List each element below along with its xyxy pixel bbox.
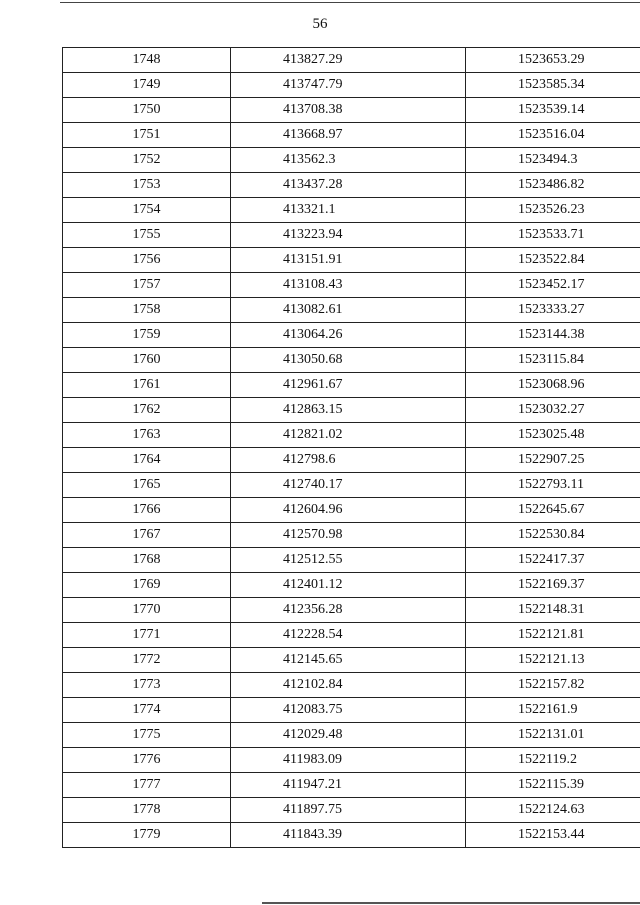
x-coordinate-cell: 412821.02: [231, 423, 466, 448]
table-row: [63, 173, 640, 198]
point-number-cell: 1750: [63, 98, 231, 123]
table-row: [63, 798, 640, 823]
y-coordinate-cell: 1522530.84: [466, 523, 640, 548]
table-row: [63, 773, 640, 798]
table-row: [63, 148, 640, 173]
table-row: [63, 298, 640, 323]
x-coordinate-cell: 412604.96: [231, 498, 466, 523]
y-coordinate-cell: 1522169.37: [466, 573, 640, 598]
x-coordinate-cell: 412102.84: [231, 673, 466, 698]
table-row: [63, 823, 640, 848]
x-coordinate-cell: 412029.48: [231, 723, 466, 748]
x-coordinate-cell: 413668.97: [231, 123, 466, 148]
x-coordinate-cell: 412512.55: [231, 548, 466, 573]
point-number-cell: 1773: [63, 673, 231, 698]
table-row: [63, 273, 640, 298]
y-coordinate-cell: 1522121.13: [466, 648, 640, 673]
point-number-cell: 1770: [63, 598, 231, 623]
y-coordinate-cell: 1523539.14: [466, 98, 640, 123]
y-coordinate-cell: 1522115.39: [466, 773, 640, 798]
point-number-cell: 1774: [63, 698, 231, 723]
point-number-cell: 1775: [63, 723, 231, 748]
x-coordinate-cell: 412083.75: [231, 698, 466, 723]
x-coordinate-cell: 413151.91: [231, 248, 466, 273]
point-number-cell: 1749: [63, 73, 231, 98]
table-row: [63, 648, 640, 673]
point-number-cell: 1761: [63, 373, 231, 398]
table-row: [63, 248, 640, 273]
x-coordinate-cell: 413050.68: [231, 348, 466, 373]
point-number-cell: 1768: [63, 548, 231, 573]
point-number-cell: 1778: [63, 798, 231, 823]
x-coordinate-cell: 412798.6: [231, 448, 466, 473]
table-row: [63, 723, 640, 748]
point-number-cell: 1755: [63, 223, 231, 248]
table-row: [63, 523, 640, 548]
point-number-cell: 1758: [63, 298, 231, 323]
table-row: [63, 123, 640, 148]
y-coordinate-cell: 1523486.82: [466, 173, 640, 198]
table-row: [63, 98, 640, 123]
table-row: [63, 398, 640, 423]
table-row: [63, 748, 640, 773]
y-coordinate-cell: 1522119.2: [466, 748, 640, 773]
x-coordinate-cell: 413747.79: [231, 73, 466, 98]
x-coordinate-cell: 413082.61: [231, 298, 466, 323]
x-coordinate-cell: 411983.09: [231, 748, 466, 773]
bottom-rule: [262, 902, 640, 904]
table-row: [63, 623, 640, 648]
y-coordinate-cell: 1523452.17: [466, 273, 640, 298]
table-row: [63, 73, 640, 98]
table-row: [63, 423, 640, 448]
y-coordinate-cell: 1523585.34: [466, 73, 640, 98]
x-coordinate-cell: 412961.67: [231, 373, 466, 398]
point-number-cell: 1771: [63, 623, 231, 648]
point-number-cell: 1772: [63, 648, 231, 673]
point-number-cell: 1748: [63, 48, 231, 73]
table-row: [63, 673, 640, 698]
y-coordinate-cell: 1522124.63: [466, 798, 640, 823]
y-coordinate-cell: 1523115.84: [466, 348, 640, 373]
x-coordinate-cell: 412228.54: [231, 623, 466, 648]
point-number-cell: 1779: [63, 823, 231, 848]
y-coordinate-cell: 1522907.25: [466, 448, 640, 473]
point-number-cell: 1764: [63, 448, 231, 473]
table-row: [63, 548, 640, 573]
x-coordinate-cell: 411897.75: [231, 798, 466, 823]
x-coordinate-cell: 412145.65: [231, 648, 466, 673]
y-coordinate-cell: 1522131.01: [466, 723, 640, 748]
point-number-cell: 1752: [63, 148, 231, 173]
table-row: [63, 598, 640, 623]
y-coordinate-cell: 1522161.9: [466, 698, 640, 723]
top-rule: [60, 2, 640, 3]
point-number-cell: 1757: [63, 273, 231, 298]
y-coordinate-cell: 1523025.48: [466, 423, 640, 448]
x-coordinate-cell: 412863.15: [231, 398, 466, 423]
y-coordinate-cell: 1522148.31: [466, 598, 640, 623]
table-body: [63, 48, 640, 848]
point-number-cell: 1760: [63, 348, 231, 373]
coordinates-table: [62, 47, 640, 848]
x-coordinate-cell: 411843.39: [231, 823, 466, 848]
x-coordinate-cell: 413562.3: [231, 148, 466, 173]
table-row: [63, 373, 640, 398]
y-coordinate-cell: 1522157.82: [466, 673, 640, 698]
table-row: [63, 48, 640, 73]
y-coordinate-cell: 1523516.04: [466, 123, 640, 148]
table-row: [63, 498, 640, 523]
x-coordinate-cell: 413064.26: [231, 323, 466, 348]
x-coordinate-cell: 413223.94: [231, 223, 466, 248]
y-coordinate-cell: 1522121.81: [466, 623, 640, 648]
x-coordinate-cell: 413827.29: [231, 48, 466, 73]
x-coordinate-cell: 412570.98: [231, 523, 466, 548]
table-row: [63, 198, 640, 223]
x-coordinate-cell: 412401.12: [231, 573, 466, 598]
point-number-cell: 1759: [63, 323, 231, 348]
point-number-cell: 1767: [63, 523, 231, 548]
point-number-cell: 1762: [63, 398, 231, 423]
y-coordinate-cell: 1523032.27: [466, 398, 640, 423]
y-coordinate-cell: 1523144.38: [466, 323, 640, 348]
point-number-cell: 1756: [63, 248, 231, 273]
y-coordinate-cell: 1523533.71: [466, 223, 640, 248]
y-coordinate-cell: 1523526.23: [466, 198, 640, 223]
table-row: [63, 323, 640, 348]
table-row: [63, 348, 640, 373]
point-number-cell: 1754: [63, 198, 231, 223]
point-number-cell: 1776: [63, 748, 231, 773]
point-number-cell: 1753: [63, 173, 231, 198]
table-row: [63, 223, 640, 248]
point-number-cell: 1777: [63, 773, 231, 798]
table-row: [63, 698, 640, 723]
y-coordinate-cell: 1522153.44: [466, 823, 640, 848]
y-coordinate-cell: 1522417.37: [466, 548, 640, 573]
y-coordinate-cell: 1523494.3: [466, 148, 640, 173]
table-row: [63, 448, 640, 473]
y-coordinate-cell: 1523333.27: [466, 298, 640, 323]
table-row: [63, 573, 640, 598]
point-number-cell: 1751: [63, 123, 231, 148]
y-coordinate-cell: 1523653.29: [466, 48, 640, 73]
x-coordinate-cell: 412356.28: [231, 598, 466, 623]
x-coordinate-cell: 413437.28: [231, 173, 466, 198]
y-coordinate-cell: 1523068.96: [466, 373, 640, 398]
table-row: [63, 473, 640, 498]
page-number: 56: [312, 16, 328, 32]
x-coordinate-cell: 413108.43: [231, 273, 466, 298]
point-number-cell: 1769: [63, 573, 231, 598]
x-coordinate-cell: 413708.38: [231, 98, 466, 123]
x-coordinate-cell: 411947.21: [231, 773, 466, 798]
y-coordinate-cell: 1523522.84: [466, 248, 640, 273]
point-number-cell: 1766: [63, 498, 231, 523]
point-number-cell: 1765: [63, 473, 231, 498]
x-coordinate-cell: 413321.1: [231, 198, 466, 223]
y-coordinate-cell: 1522793.11: [466, 473, 640, 498]
x-coordinate-cell: 412740.17: [231, 473, 466, 498]
point-number-cell: 1763: [63, 423, 231, 448]
y-coordinate-cell: 1522645.67: [466, 498, 640, 523]
